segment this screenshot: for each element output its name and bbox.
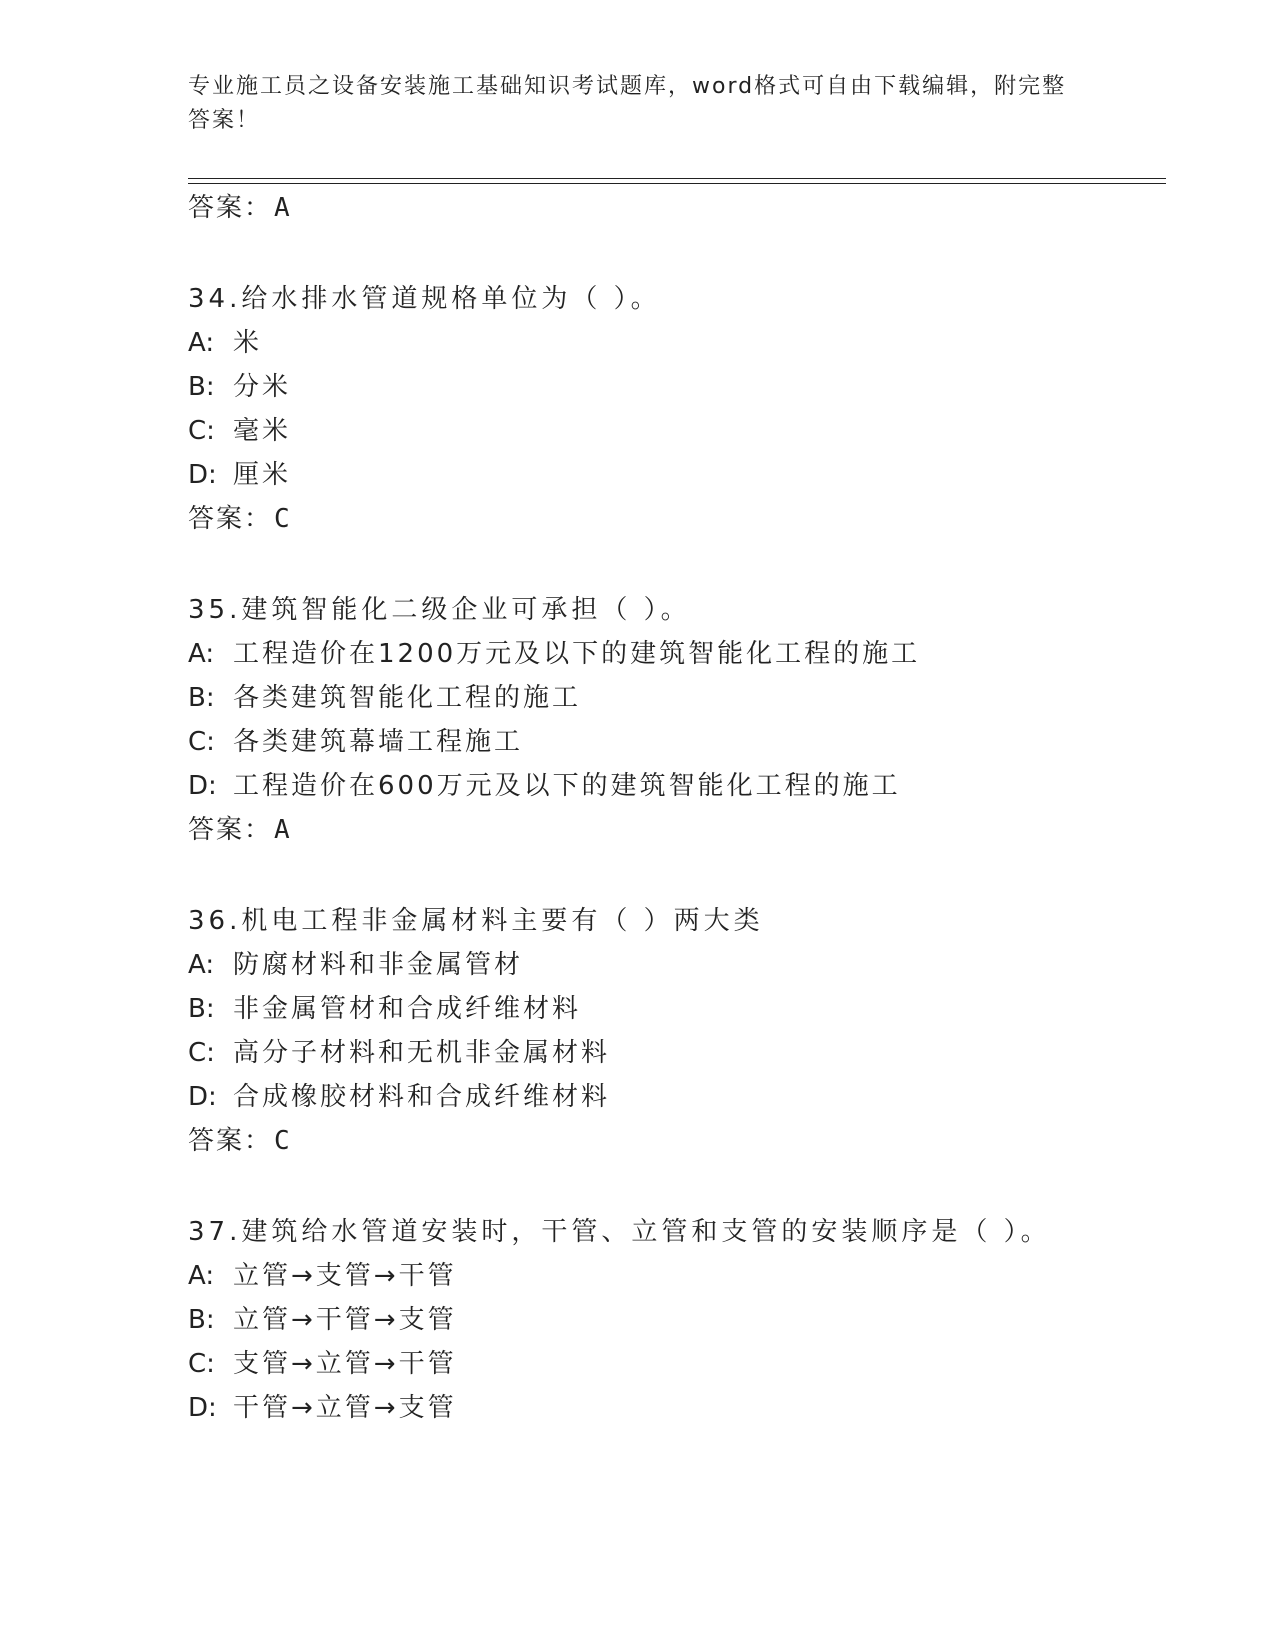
question-stem: 36.机电工程非金属材料主要有（ ）两大类: [188, 906, 764, 936]
option-a: A: 工程造价在1200万元及以下的建筑智能化工程的施工: [188, 639, 921, 669]
document-header: 专业施工员之设备安装施工基础知识考试题库，word格式可自由下载编辑，附完整答案！: [188, 74, 1067, 133]
option-d: D: 干管→立管→支管: [188, 1393, 457, 1423]
option-b: B: 分米: [188, 372, 292, 402]
option-d: D: 厘米: [188, 460, 292, 490]
option-c: C: 毫米: [188, 416, 292, 446]
answer-value: A: [274, 193, 292, 223]
answer-label: 答案：: [188, 193, 273, 223]
option-c: C: 支管→立管→干管: [188, 1349, 457, 1379]
option-a: A: 防腐材料和非金属管材: [188, 950, 524, 980]
option-c: C: 各类建筑幕墙工程施工: [188, 727, 524, 757]
header-rule-bottom: [188, 183, 1166, 184]
answer-line: 答案：A: [188, 815, 292, 845]
question-stem: 35.建筑智能化二级企业可承担（ ）。: [188, 595, 691, 625]
option-b: B: 立管→干管→支管: [188, 1305, 457, 1335]
question-stem: 37.建筑给水管道安装时，干管、立管和支管的安装顺序是（ ）。: [188, 1217, 1051, 1247]
option-a: A: 立管→支管→干管: [188, 1261, 457, 1291]
answer-line: 答案：C: [188, 1126, 292, 1156]
option-a: A: 米: [188, 328, 263, 358]
answer-line: 答案：C: [188, 504, 292, 534]
header-rule-top: [188, 178, 1166, 179]
option-b: B: 各类建筑智能化工程的施工: [188, 683, 582, 713]
option-b: B: 非金属管材和合成纤维材料: [188, 994, 582, 1024]
answer-line: [188, 192, 292, 224]
option-d: D: 工程造价在600万元及以下的建筑智能化工程的施工: [188, 771, 901, 801]
option-c: C: 高分子材料和无机非金属材料: [188, 1038, 611, 1068]
option-d: D: 合成橡胶材料和合成纤维材料: [188, 1082, 611, 1112]
question-stem: 34.给水排水管道规格单位为（ ）。: [188, 284, 661, 314]
